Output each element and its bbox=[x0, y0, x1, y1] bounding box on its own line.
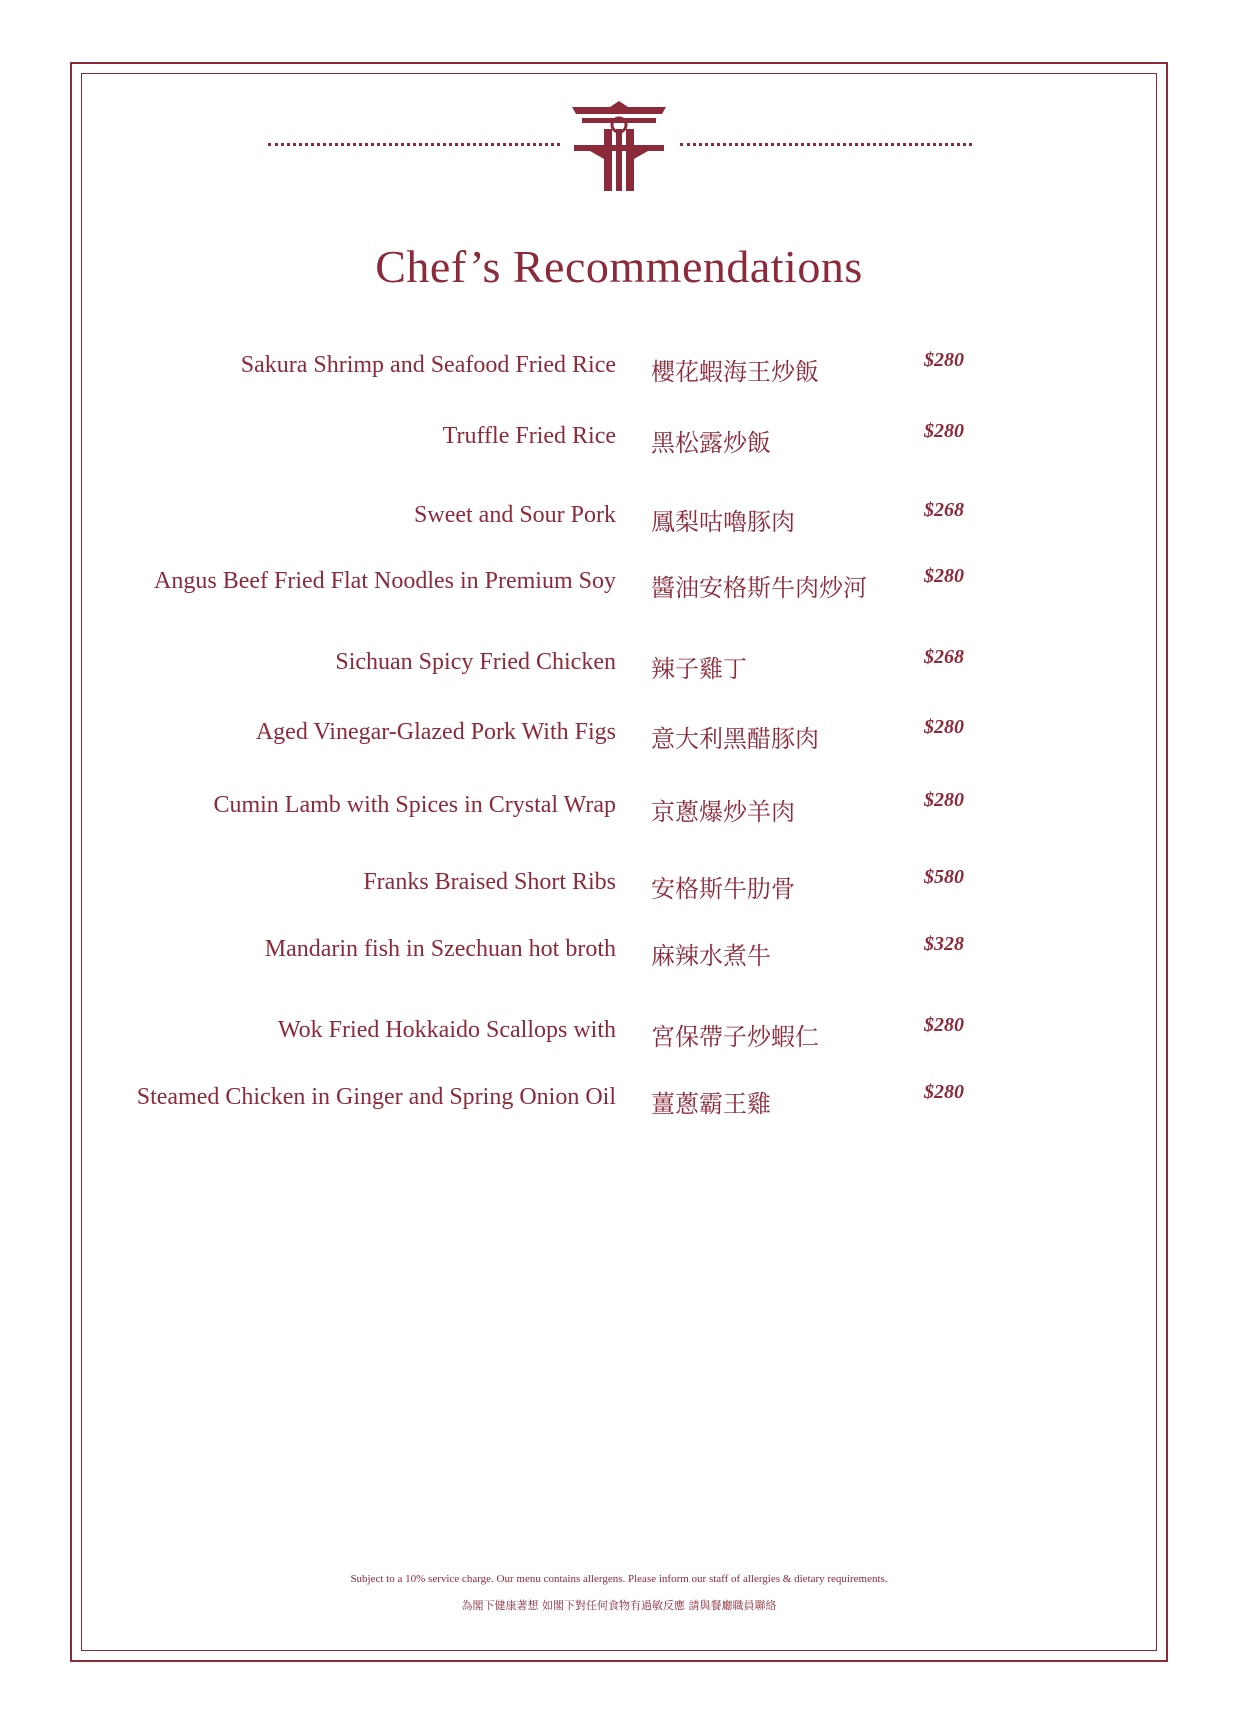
menu-item bbox=[0, 789, 1238, 832]
item-name-zh: 鳳梨咕嚕豚肉 bbox=[651, 508, 795, 536]
item-price: $280 bbox=[924, 1014, 964, 1036]
item-name-zh: 麻辣水煮牛 bbox=[651, 942, 771, 970]
item-price: $268 bbox=[924, 646, 964, 668]
item-name-en: Sichuan Spicy Fried Chicken bbox=[335, 649, 616, 675]
item-name-zh: 宮保帶子炒蝦仁 bbox=[651, 1023, 819, 1051]
menu-item bbox=[0, 349, 1238, 392]
menu-item bbox=[0, 1081, 1238, 1124]
item-name-zh: 黑松露炒飯 bbox=[651, 429, 771, 457]
item-name-en: Cumin Lamb with Spices in Crystal Wrap bbox=[213, 792, 616, 818]
item-price: $280 bbox=[924, 716, 964, 738]
item-name-zh: 醬油安格斯牛肉炒河 bbox=[651, 574, 867, 602]
footer-note-en: Subject to a 10% service charge. Our menu contains allergens. Please inform our staff of allergies & dietary requirements. bbox=[350, 1573, 888, 1585]
menu-item bbox=[0, 1014, 1238, 1057]
item-name-en: Steamed Chicken in Ginger and Spring Onion Oil bbox=[136, 1084, 616, 1110]
menu-item bbox=[0, 866, 1238, 909]
item-name-en: Sweet and Sour Pork bbox=[414, 502, 616, 528]
item-price: $280 bbox=[924, 420, 964, 442]
item-name-zh: 櫻花蝦海王炒飯 bbox=[651, 358, 819, 386]
footer-note-zh: 為閣下健康著想 如閣下對任何食物有過敏反應 請與餐廳職員聯絡 bbox=[461, 1599, 777, 1612]
item-price: $280 bbox=[924, 349, 964, 371]
torii-gate-icon bbox=[572, 101, 666, 193]
item-name-zh: 安格斯牛肋骨 bbox=[651, 875, 795, 903]
item-price: $328 bbox=[924, 933, 964, 955]
item-name-zh: 薑蔥霸王雞 bbox=[651, 1090, 771, 1118]
page-title: Chef’s Recommendations bbox=[375, 241, 863, 292]
item-price: $280 bbox=[924, 1081, 964, 1103]
item-name-en: Sakura Shrimp and Seafood Fried Rice bbox=[240, 352, 616, 378]
menu-item bbox=[0, 420, 1238, 463]
dotted-rule-left bbox=[268, 143, 560, 146]
item-name-en: Angus Beef Fried Flat Noodles in Premium Soy bbox=[154, 568, 616, 594]
item-price: $580 bbox=[924, 866, 964, 888]
item-name-zh: 京蔥爆炒羊肉 bbox=[651, 798, 795, 826]
dotted-rule-right bbox=[680, 143, 972, 146]
item-name-zh: 辣子雞丁 bbox=[651, 655, 747, 683]
item-name-en: Franks Braised Short Ribs bbox=[363, 869, 616, 895]
item-price: $280 bbox=[924, 789, 964, 811]
item-price: $268 bbox=[924, 499, 964, 521]
menu-item bbox=[0, 933, 1238, 976]
item-name-zh: 意大利黑醋豚肉 bbox=[651, 725, 819, 753]
item-name-en: Mandarin fish in Szechuan hot broth bbox=[264, 936, 616, 962]
menu-item bbox=[0, 646, 1238, 689]
item-name-en: Wok Fried Hokkaido Scallops with bbox=[277, 1017, 616, 1043]
menu-item bbox=[0, 499, 1238, 542]
item-name-en: Truffle Fried Rice bbox=[442, 423, 616, 449]
menu-item bbox=[0, 716, 1238, 759]
menu-item bbox=[0, 565, 1238, 608]
inner-border bbox=[81, 73, 1157, 1651]
item-name-en: Aged Vinegar-Glazed Pork With Figs bbox=[255, 719, 616, 745]
item-price: $280 bbox=[924, 565, 964, 587]
